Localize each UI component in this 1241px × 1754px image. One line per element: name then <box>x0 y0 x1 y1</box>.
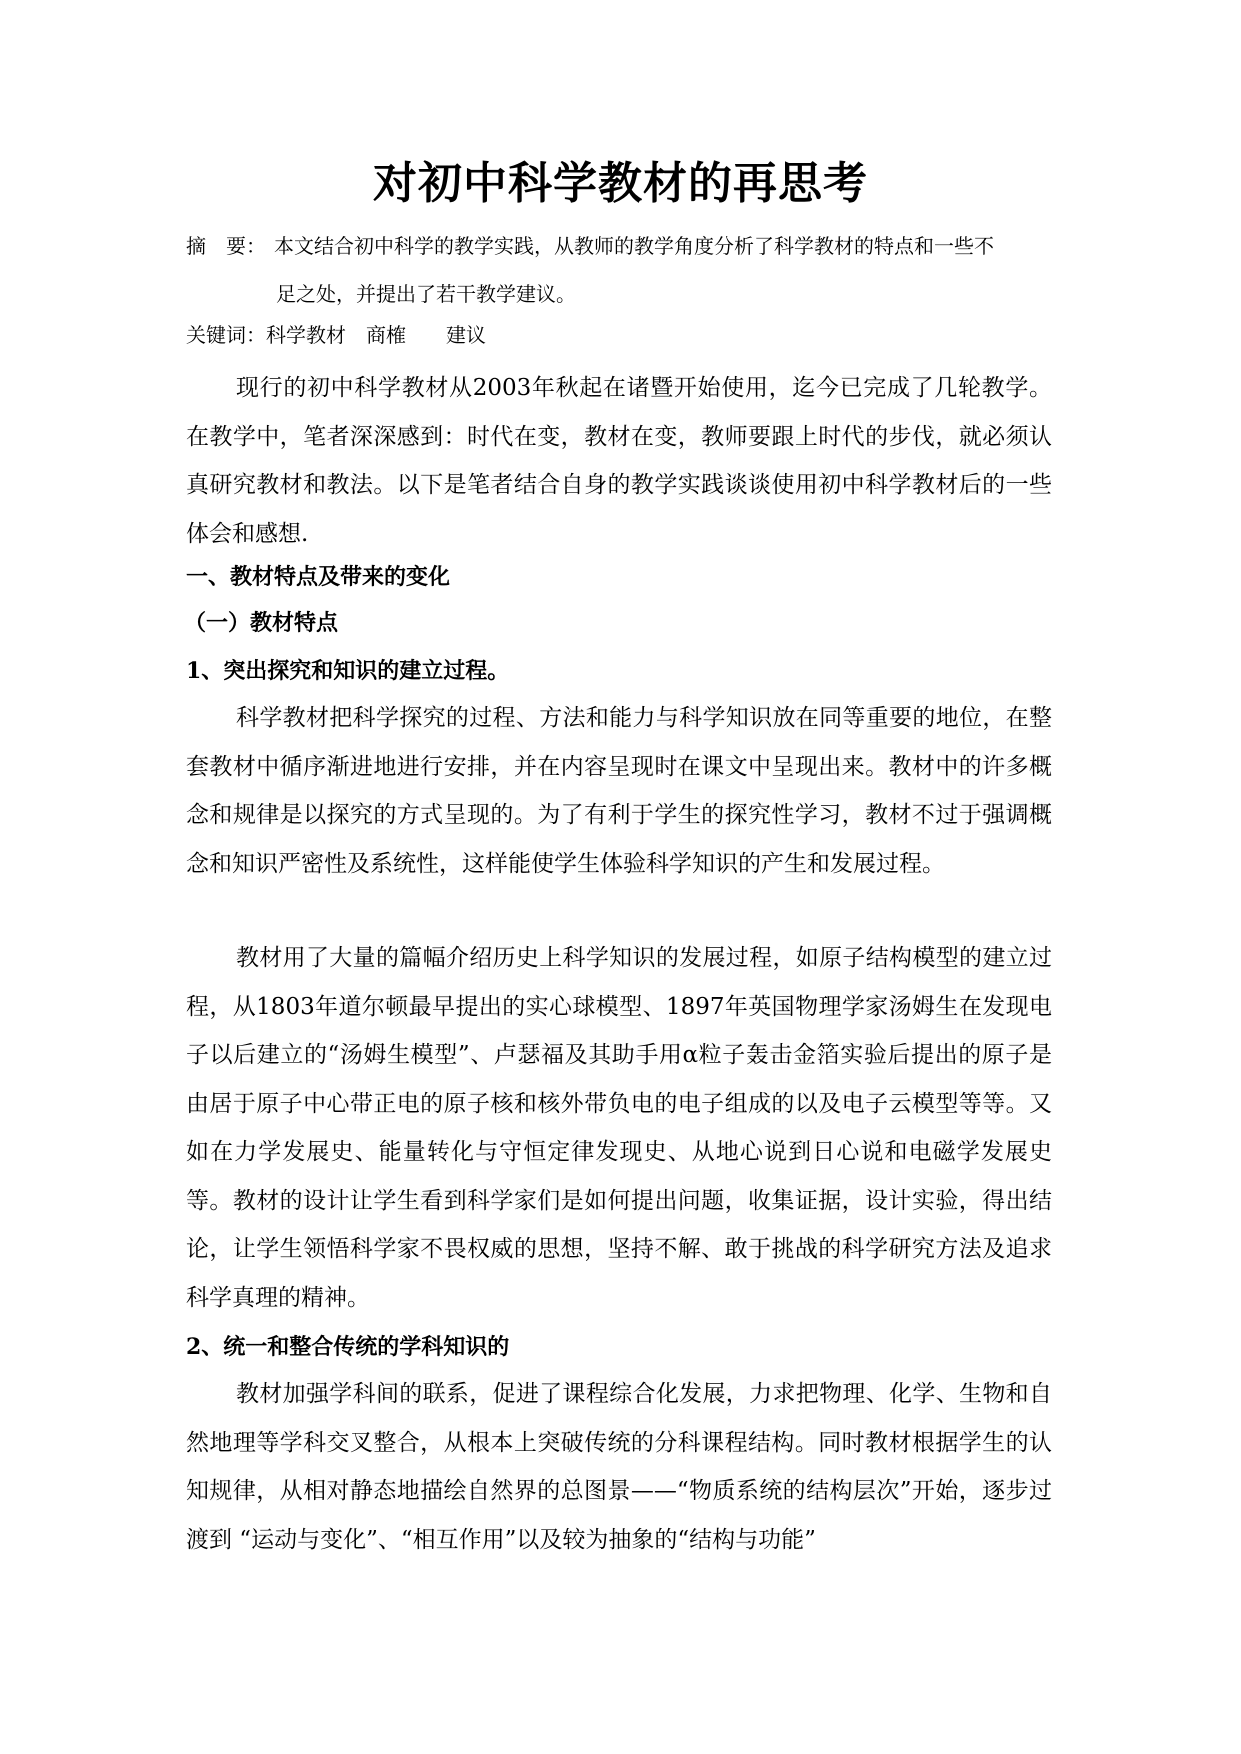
subsection-1-heading: （一）教材特点 <box>184 610 339 636</box>
abstract <box>186 222 1066 318</box>
keywords: 关键词：科学教材 商榷 建议 <box>186 323 486 347</box>
section-1-heading: 一、教材特点及带来的变化 <box>186 564 451 590</box>
point-1-paragraph-2: 教材用了大量的篇幅介绍历史上科学知识的发展过程，如原子结构模型的建立过程，从1803年道尔顿最早提出的实心球模型、1897年英国物理学家汤姆生在发现电子以后建立的“汤姆生模型”、卢瑟福及其助手用α粒子轰击金箔实验后提出的原子是由居于原子中心带正电的原子核和核外带负电的电子组成的以及电子云模型等等。又如在力学发展史、能量转化与守恒定律发现史、从地心说到日心说和电磁学发展史等。教材的设计让学生看到科学家们是如何提出问题，收集证据，设计实验，得出结论，让学生领悟科学家不畏权威的思想，坚持不解、敢于挑战的科学研究方法及追求科学真理的精神。 <box>186 945 1052 1311</box>
abstract-text-line-2: 足之处，并提出了若干教学建议。 <box>276 282 576 306</box>
point-1-paragraph-1: 科学教材把科学探究的过程、方法和能力与科学知识放在同等重要的地位，在整套教材中循序渐进地进行安排，并在内容呈现时在课文中呈现出来。教材中的许多概念和规律是以探究的方式呈现的。为了有利于学生的探究性学习，教材不过于强调概念和知识严密性及系统性，这样能使学生体验科学知识的产生和发展过程。 <box>186 705 1052 877</box>
abstract-text-line-1: 本文结合初中科学的教学实践，从教师的教学角度分析了科学教材的特点和一些不 <box>274 234 994 258</box>
intro-paragraph: 现行的初中科学教材从2003年秋起在诸暨开始使用，迄今已完成了几轮教学。在教学中，笔者深深感到：时代在变，教材在变，教师要跟上时代的步伐，就必须认真研究教材和教法。以下是笔者结合自身的教学实践谈谈使用初中科学教材后的一些体会和感想. <box>186 375 1052 547</box>
point-2-paragraph-1: 教材加强学科间的联系，促进了课程综合化发展，力求把物理、化学、生物和自然地理等学科交叉整合，从根本上突破传统的分科课程结构。同时教材根据学生的认知规律，从相对静态地描绘自然界的总图景——“物质系统的结构层次”开始，逐步过渡到 “运动与变化”、“相互作用”以及较为抽象的“结构与功能” <box>186 1381 1052 1553</box>
point-2-heading: 2、统一和整合传统的学科知识的 <box>186 1334 510 1360</box>
point-1-heading: 1、突出探究和知识的建立过程。 <box>186 658 510 684</box>
abstract-label: 摘 要： <box>186 234 266 258</box>
document-title: 对初中科学教材的再思考 <box>373 158 868 209</box>
abstract-line-1 <box>186 222 1066 270</box>
